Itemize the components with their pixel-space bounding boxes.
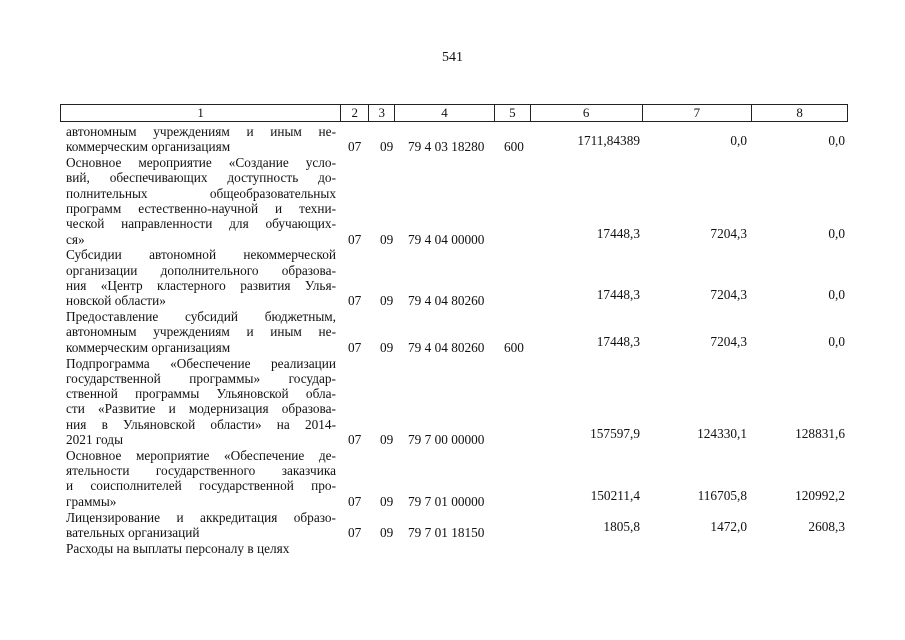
description-line: организации дополнительного образова- [66,262,336,278]
cell-c7: 0,0 [730,133,747,149]
cell-c6: 1805,8 [603,518,640,534]
cell-c4: 79 7 01 18150 [408,524,485,540]
cell-c3: 09 [380,339,394,355]
row-description [66,510,336,541]
cell-c2: 07 [348,339,362,355]
description-line: программ естественно-научной и техни- [66,200,336,216]
cell-c2: 07 [348,524,362,540]
description-line: государственной программы» государ- [66,370,336,386]
cell-c4: 79 7 01 00000 [408,493,485,509]
header-col-6: 6 [530,105,642,121]
cell-c6: 157597,9 [590,426,640,441]
header-col-2: 2 [340,105,368,121]
page-number: 541 [442,50,463,65]
row-description [66,247,336,308]
cell-c6: 1711,84389 [577,133,640,149]
header-col-8: 8 [751,105,847,121]
description-line: ся» [66,231,85,247]
row-description [66,541,336,556]
cell-c3: 09 [380,493,394,509]
cell-c7: 124330,1 [697,426,747,441]
description-line: Расходы на выплаты персоналу в целях [66,540,290,556]
cell-c8: 2608,3 [808,518,845,534]
description-line: автономным учреждениям и иным не- [66,124,336,139]
cell-c8: 0,0 [828,133,845,149]
header-col-3: 3 [368,105,394,121]
cell-c2: 07 [348,293,362,309]
cell-c2: 07 [348,231,362,247]
cell-c8: 0,0 [828,287,845,303]
description-line: вий, обеспечивающих доступность до- [66,170,336,186]
description-line: Субсидии автономной некоммерческой [66,247,336,263]
cell-c4: 79 4 04 80260 [408,293,485,309]
cell-c4: 79 4 04 00000 [408,231,485,247]
row-description [66,448,336,509]
description-line: сти «Развитие и модернизация образова- [66,401,336,417]
description-line: полнительных общеобразовательных [66,185,336,201]
cell-c8: 128831,6 [795,426,845,441]
cell-c3: 09 [380,139,394,155]
cell-c3: 09 [380,432,394,447]
cell-c6: 150211,4 [590,487,640,503]
cell-c7: 7204,3 [710,333,747,349]
row-description [66,124,336,155]
cell-c4: 79 4 04 80260 [408,339,485,355]
description-line: Основное мероприятие «Создание усло- [66,155,336,171]
description-line: Подпрограмма «Обеспечение реализации [66,355,336,371]
cell-c7: 1472,0 [710,518,747,534]
header-col-4: 4 [394,105,494,121]
description-line: вательных организаций [66,524,200,540]
description-line: автономным учреждениям и иным не- [66,324,336,340]
description-line: Предоставление субсидий бюджетным, [66,309,336,325]
row-description [66,356,336,448]
header-col-5: 5 [494,105,530,121]
cell-c6: 17448,3 [596,225,640,241]
row-description [66,155,336,247]
description-line: коммерческим организациям [66,139,231,155]
cell-c4: 79 7 00 00000 [408,432,485,447]
description-line: Основное мероприятие «Обеспечение де- [66,447,336,463]
cell-c2: 07 [348,493,362,509]
table-header [60,104,848,122]
description-line: Лицензирование и аккредитация образо- [66,509,336,525]
cell-c8: 120992,2 [795,487,845,503]
cell-c3: 09 [380,231,394,247]
header-col-7: 7 [642,105,752,121]
cell-c7: 116705,8 [697,487,747,503]
description-line: новской области» [66,293,166,309]
description-line: 2021 годы [66,431,124,447]
description-line: ния в Ульяновской области» на 2014- [66,416,336,432]
header-col-1: 1 [197,105,204,120]
description-line: ческой направленности для обучающих- [66,216,336,232]
description-line: коммерческим организациям [66,339,231,355]
cell-c6: 17448,3 [596,333,640,349]
cell-c4: 79 4 03 18280 [408,139,485,155]
cell-c2: 07 [348,139,362,155]
cell-c2: 07 [348,432,362,447]
description-line: ственной программы Ульяновской обла- [66,386,336,402]
cell-c3: 09 [380,524,394,540]
cell-c5: 600 [504,139,524,155]
row-description [66,309,336,355]
cell-c7: 7204,3 [710,225,747,241]
cell-c6: 17448,3 [596,287,640,303]
description-line: и соисполнителей государственной про- [66,478,336,494]
description-line: ния «Центр кластерного развития Улья- [66,277,336,293]
cell-c8: 0,0 [828,333,845,349]
description-line: ятельности государственного заказчика [66,463,336,479]
cell-c5: 600 [504,339,524,355]
cell-c3: 09 [380,293,394,309]
cell-c8: 0,0 [828,225,845,241]
description-line: граммы» [66,493,117,509]
cell-c7: 7204,3 [710,287,747,303]
